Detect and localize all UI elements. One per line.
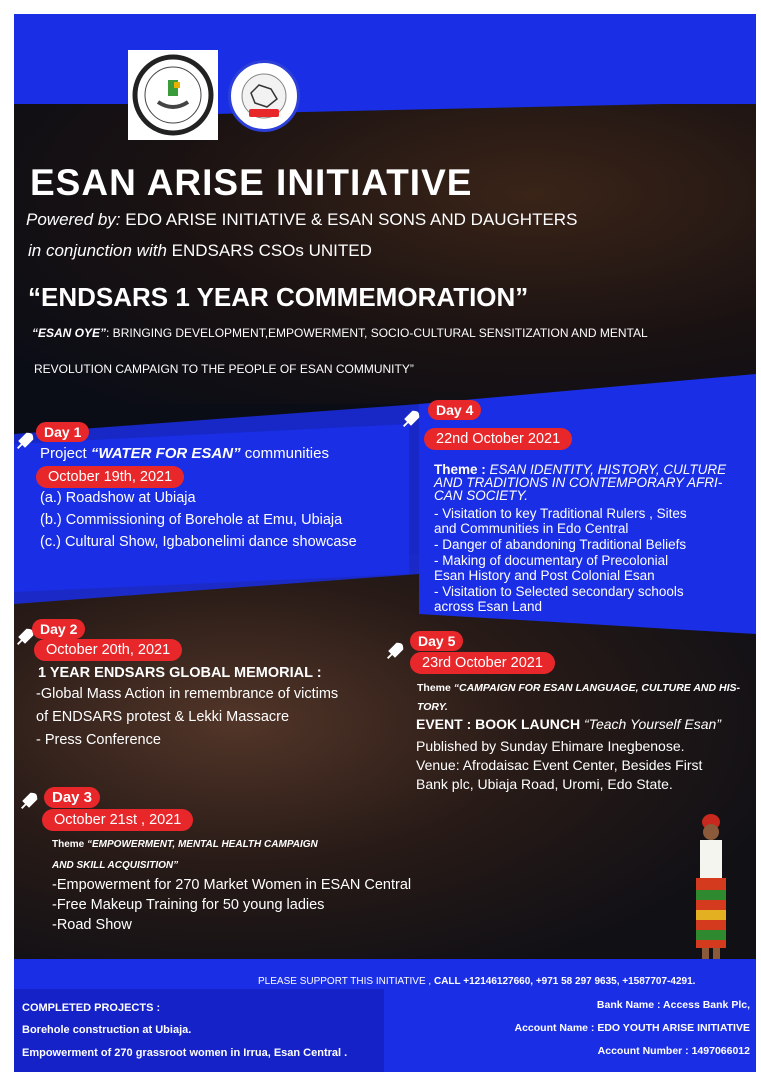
tagline-line2: REVOLUTION CAMPAIGN TO THE PEOPLE OF ESAN COMMUNITY” xyxy=(34,362,414,376)
day1-project-name: “WATER FOR ESAN” xyxy=(90,445,241,462)
day3-item: -Empowerment for 270 Market Women in ESAN Central xyxy=(52,877,412,893)
day4-item: - Visitation to key Traditional Rulers , Sites xyxy=(434,506,687,521)
cultural-figure-illustration xyxy=(686,810,736,970)
day4-item: - Danger of abandoning Traditional Beliefs xyxy=(434,537,687,552)
day5-theme-prefix: Theme xyxy=(417,682,451,694)
completed-title: COMPLETED PROJECTS : xyxy=(22,1002,161,1014)
rocket-icon xyxy=(400,408,422,430)
day2-date: October 20th, 2021 xyxy=(34,639,182,661)
day3-item: -Free Makeup Training for 50 young ladies xyxy=(52,897,325,913)
day2-item: of ENDSARS protest & Lekki Massacre xyxy=(36,709,290,725)
powered-text: EDO ARISE INITIATIVE & ESAN SONS AND DAUGHTERS xyxy=(125,210,578,229)
day3-item: -Road Show xyxy=(52,917,132,933)
tagline-bold: “ESAN OYE” xyxy=(32,326,107,340)
day4-item: and Communities in Edo Central xyxy=(434,521,629,536)
day5-event-prefix: EVENT : BOOK LAUNCH xyxy=(416,716,581,732)
rocket-icon xyxy=(18,790,40,812)
powered-prefix: Powered by: xyxy=(26,210,121,229)
day1-project-prefix: Project xyxy=(40,445,87,462)
day4-theme-line: AND TRADITIONS IN CONTEMPORARY AFRI- xyxy=(434,475,723,490)
day5-line: Venue: Afrodaisac Event Center, Besides First xyxy=(416,757,703,773)
day4-item: - Visitation to Selected secondary schools xyxy=(434,584,684,599)
day5-theme-line: TORY. xyxy=(417,701,448,713)
day5-event xyxy=(416,716,721,732)
day1-label: Day 1 xyxy=(36,422,89,442)
day5-date: 23rd October 2021 xyxy=(410,652,555,674)
day3-theme-prefix: Theme xyxy=(52,839,85,850)
bank-name: Bank Name : Access Bank Plc, xyxy=(596,999,750,1011)
conjunction-text: ENDSARS CSOs UNITED xyxy=(171,241,372,260)
account-number: Account Number : 1497066012 xyxy=(597,1045,750,1057)
day3-date: October 21st , 2021 xyxy=(42,809,193,831)
headline: “ENDSARS 1 YEAR COMMEMORATION” xyxy=(28,282,529,312)
day1-project xyxy=(40,445,329,462)
tagline-text: : BRINGING DEVELOPMENT,EMPOWERMENT, SOCIO-CULTURAL SENSITIZATION AND MENTAL xyxy=(106,326,648,340)
day1-project-suffix: communities xyxy=(244,445,329,462)
day4-theme-line: ESAN IDENTITY, HISTORY, CULTURE xyxy=(489,462,727,477)
day3-theme-line: “EMPOWERMENT, MENTAL HEALTH CAMPAIGN xyxy=(87,839,318,850)
day1-date: October 19th, 2021 xyxy=(36,466,184,488)
day5-theme-line: “CAMPAIGN FOR ESAN LANGUAGE, CULTURE AND HIS- xyxy=(453,682,740,694)
day4-theme-prefix: Theme : xyxy=(434,462,486,477)
footer-call: CALL +12146127660, +971 58 297 9635, +1587707-4291. xyxy=(433,976,696,987)
day4-label: Day 4 xyxy=(428,400,481,420)
esan-sons-logo xyxy=(228,60,300,132)
day2-item: - Press Conference xyxy=(36,732,161,748)
day4-theme-line: CAN SOCIETY. xyxy=(434,488,529,503)
day5-event-title: “Teach Yourself Esan” xyxy=(584,716,721,732)
tagline-line1 xyxy=(32,326,648,340)
day2-item: -Global Mass Action in remembrance of victims xyxy=(36,686,339,702)
edo-arise-logo xyxy=(128,50,218,140)
day4-item: Esan History and Post Colonial Esan xyxy=(434,568,655,583)
day1-item: (b.) Commissioning of Borehole at Emu, Ubiaja xyxy=(40,512,343,528)
conjunction-line xyxy=(28,241,372,261)
day2-label: Day 2 xyxy=(32,619,85,639)
day4-item: - Making of documentary of Precolonial xyxy=(434,553,669,568)
account-name: Account Name : EDO YOUTH ARISE INITIATIVE xyxy=(514,1022,750,1034)
day3-theme-line: AND SKILL ACQUISITION” xyxy=(52,860,179,871)
conjunction-prefix: in conjunction with xyxy=(28,241,167,260)
day1-item: (c.) Cultural Show, Igbabonelimi dance showcase xyxy=(40,534,357,550)
day5-theme xyxy=(417,682,740,694)
page-title: ESAN ARISE INITIATIVE xyxy=(30,162,473,203)
day3-label: Day 3 xyxy=(44,787,100,808)
day5-label: Day 5 xyxy=(410,631,463,651)
day4-item: across Esan Land xyxy=(434,599,543,614)
day1-item: (a.) Roadshow at Ubiaja xyxy=(40,490,196,506)
powered-by-line xyxy=(26,210,577,230)
completed-item: Borehole construction at Ubiaja. xyxy=(22,1024,192,1036)
day5-line: Bank plc, Ubiaja Road, Uromi, Edo State. xyxy=(416,776,673,792)
day5-line: Published by Sunday Ehimare Inegbenose. xyxy=(416,738,685,754)
rocket-icon xyxy=(384,640,406,662)
footer-support xyxy=(258,976,695,987)
completed-item: Empowerment of 270 grassroot women in Irrua, Esan Central . xyxy=(22,1047,348,1059)
day3-theme xyxy=(52,839,318,850)
rocket-icon xyxy=(14,430,36,452)
footer-support-text: PLEASE SUPPORT THIS INITIATIVE , xyxy=(258,976,432,987)
poster xyxy=(14,14,756,1072)
day2-heading: 1 YEAR ENDSARS GLOBAL MEMORIAL : xyxy=(38,665,322,681)
day4-date: 22nd October 2021 xyxy=(424,428,572,450)
